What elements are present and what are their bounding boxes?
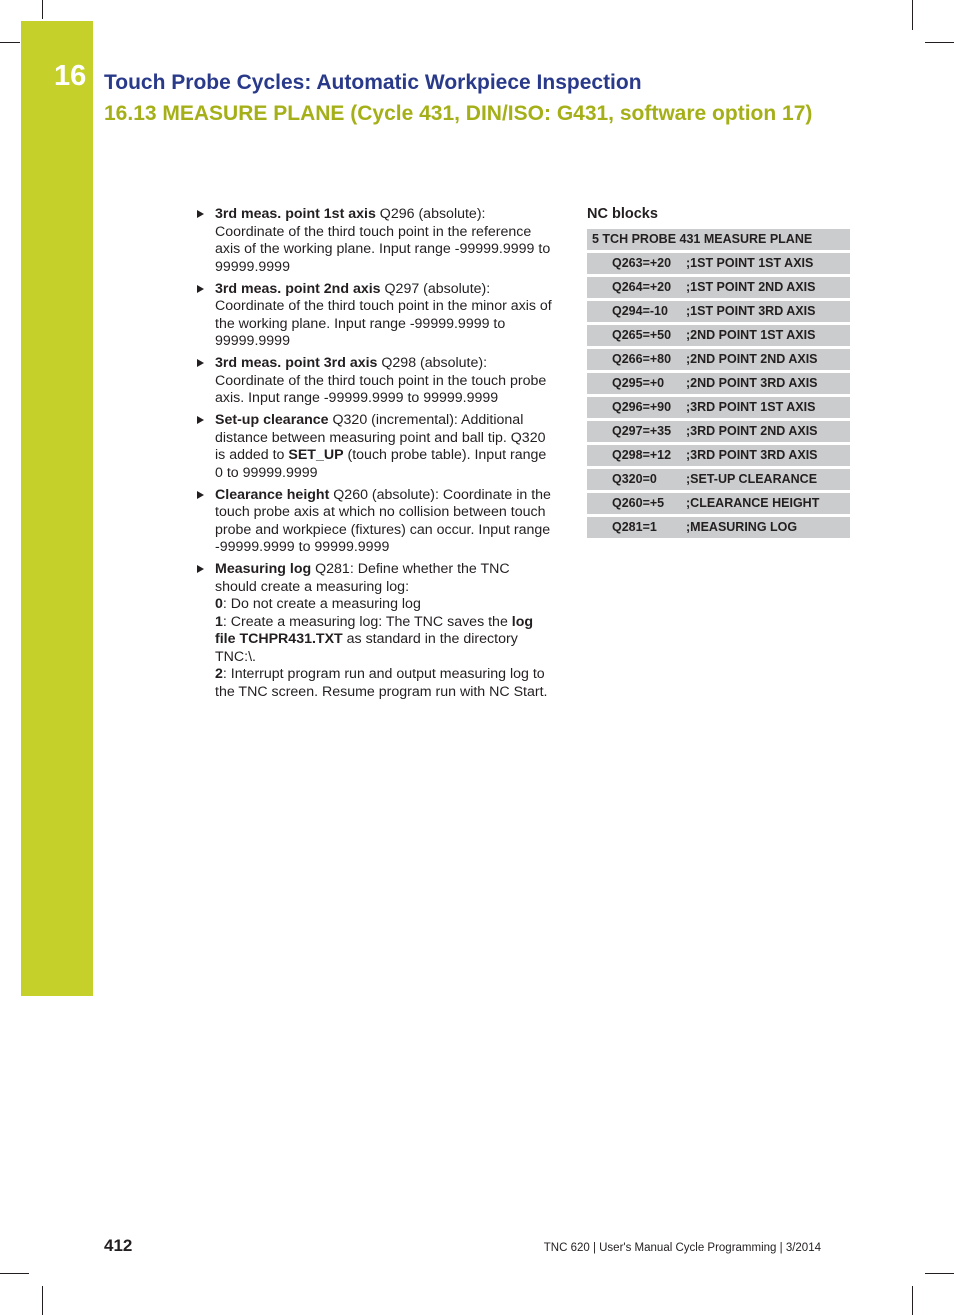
- option-key: 0: [215, 596, 223, 612]
- param-description: (touch probe table). Input range 0 to 99999.9999: [215, 447, 547, 481]
- param-name: 3rd meas. point 3rd axis: [215, 355, 378, 371]
- footer-text: TNC 620 | User's Manual Cycle Programming | 3/2014: [543, 1242, 821, 1254]
- chapter-title: Touch Probe Cycles: Automatic Workpiece Inspection: [104, 71, 642, 94]
- nc-head-row: 5 TCH PROBE 431 MEASURE PLANE: [587, 229, 850, 250]
- param-description: Q281: Define whether the TNC should create a measuring log:: [215, 561, 510, 595]
- param-description: Q297 (absolute): Coordinate of the third touch point in the minor axis of the working plane. Input range -99999.9999 to 99999.9999: [215, 280, 552, 349]
- table-row: [587, 397, 850, 418]
- nc-param: Q296=+90: [612, 400, 672, 414]
- table-row: [587, 493, 850, 514]
- nc-blocks-table: [587, 229, 850, 541]
- crop-mark: [912, 1286, 913, 1315]
- list-item: [195, 487, 555, 557]
- param-name: 3rd meas. point 1st axis: [215, 206, 376, 222]
- list-item: [195, 281, 555, 351]
- option-keyword: log file TCHPR431.TXT: [215, 613, 534, 647]
- nc-comment: ;3RD POINT 3RD AXIS: [686, 448, 818, 462]
- table-row: [587, 373, 850, 394]
- crop-mark: [925, 42, 954, 43]
- param-description: Q320 (incremental): Additional distance between measuring point and ball tip. Q320 is added to: [215, 412, 546, 463]
- param-description: Q260 (absolute): Coordinate in the touch probe axis at which no collision between touch probe and workpiece (fixtures) can occur. Input range -99999.9999 to 99999.9999: [215, 486, 551, 555]
- nc-comment: ;1ST POINT 2ND AXIS: [686, 280, 816, 294]
- bullet-arrow-icon: [197, 285, 204, 293]
- table-row: [587, 277, 850, 298]
- nc-param: Q264=+20: [612, 280, 672, 294]
- nc-comment: ;SET-UP CLEARANCE: [686, 472, 818, 486]
- chapter-color-bar: [21, 21, 93, 996]
- table-row: [587, 253, 850, 274]
- nc-comment: ;CLEARANCE HEIGHT: [686, 496, 820, 510]
- param-name: Set-up clearance: [215, 412, 329, 428]
- crop-mark: [42, 1286, 43, 1315]
- bullet-arrow-icon: [197, 565, 204, 573]
- nc-comment: ;2ND POINT 1ST AXIS: [686, 328, 816, 342]
- nc-comment: ;3RD POINT 2ND AXIS: [686, 424, 818, 438]
- table-row: [587, 445, 850, 466]
- nc-comment: ;1ST POINT 1ST AXIS: [686, 256, 814, 270]
- nc-param: Q298=+12: [612, 448, 672, 462]
- param-name: 3rd meas. point 2nd axis: [215, 280, 381, 297]
- param-name: Measuring log: [215, 561, 312, 577]
- option-text: as standard in the directory TNC:\.: [215, 631, 518, 665]
- option-key: 2: [215, 666, 223, 682]
- nc-param: Q260=+5: [612, 496, 665, 510]
- nc-param: Q281=1: [612, 520, 657, 534]
- nc-param: Q266=+80: [612, 352, 672, 366]
- param-description: Q296 (absolute): Coordinate of the third touch point in the reference axis of the working plane. Input range -99999.9999 to 99999.9999: [215, 206, 551, 275]
- table-row: [587, 349, 850, 370]
- table-row: [587, 421, 850, 442]
- bullet-arrow-icon: [197, 491, 204, 499]
- param-keyword: SET_UP: [288, 447, 344, 463]
- crop-mark: [925, 1273, 954, 1274]
- nc-comment: ;1ST POINT 3RD AXIS: [686, 304, 816, 318]
- option-text: : Do not create a measuring log: [222, 596, 421, 612]
- crop-mark: [0, 1273, 29, 1274]
- nc-blocks-heading: NC blocks: [587, 206, 658, 222]
- nc-comment: ;MEASURING LOG: [686, 520, 798, 534]
- bullet-arrow-icon: [197, 416, 204, 424]
- list-item: [195, 561, 555, 701]
- page-number: 412: [104, 1236, 133, 1255]
- list-item: [195, 355, 555, 408]
- crop-mark: [0, 42, 20, 43]
- nc-param: Q263=+20: [612, 256, 672, 270]
- nc-param: Q297=+35: [612, 424, 672, 438]
- nc-param: Q320=0: [612, 472, 657, 486]
- param-name: Clearance height: [215, 486, 330, 503]
- crop-mark: [42, 0, 43, 19]
- option-text: : Create a measuring log: The TNC saves the: [222, 613, 512, 630]
- parameter-list: [195, 206, 555, 706]
- nc-param: Q294=-10: [612, 304, 668, 318]
- nc-comment: ;2ND POINT 2ND AXIS: [686, 352, 818, 366]
- option-text: : Interrupt program run and output measuring log to the TNC screen. Resume program run with NC Start.: [215, 666, 548, 700]
- bullet-arrow-icon: [197, 359, 204, 367]
- list-item: [195, 412, 555, 482]
- table-row: [587, 301, 850, 322]
- nc-param: Q295=+0: [612, 376, 665, 390]
- bullet-arrow-icon: [197, 210, 204, 218]
- table-row: [587, 517, 850, 538]
- section-title: 16.13 MEASURE PLANE (Cycle 431, DIN/ISO: G431, software option 17): [104, 102, 813, 125]
- param-description: Q298 (absolute): Coordinate of the third touch point in the touch probe axis. Input range -99999.9999 to 99999.9999: [215, 355, 547, 406]
- nc-param: Q265=+50: [612, 328, 672, 342]
- crop-mark: [912, 0, 913, 30]
- nc-comment: ;2ND POINT 3RD AXIS: [686, 376, 818, 390]
- option-key: 1: [215, 613, 223, 630]
- chapter-number: 16: [54, 60, 87, 92]
- table-row: [587, 325, 850, 346]
- list-item: [195, 206, 555, 276]
- table-row: [587, 469, 850, 490]
- nc-comment: ;3RD POINT 1ST AXIS: [686, 400, 816, 414]
